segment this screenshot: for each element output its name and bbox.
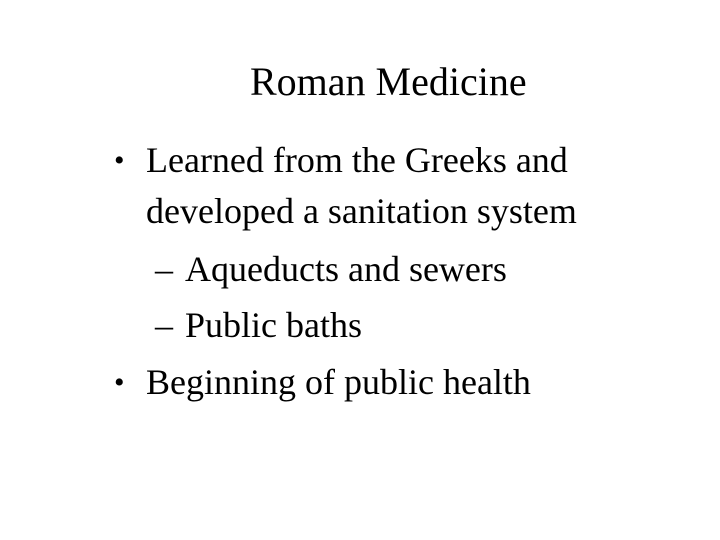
sub-bullet-marker: – — [155, 305, 173, 345]
bullet-marker: • — [114, 144, 125, 177]
sub-bullet-marker: – — [155, 249, 173, 289]
slide-title: Roman Medicine — [250, 59, 527, 104]
sub-bullet-text: Public baths — [185, 305, 362, 345]
bullet-text-line: developed a sanitation system — [146, 191, 577, 231]
sub-bullet-text: Aqueducts and sewers — [185, 249, 507, 289]
bullet-marker: • — [114, 366, 125, 399]
bullet-text-line: Learned from the Greeks and — [146, 140, 568, 180]
bullet-text-line: Beginning of public health — [146, 362, 531, 402]
